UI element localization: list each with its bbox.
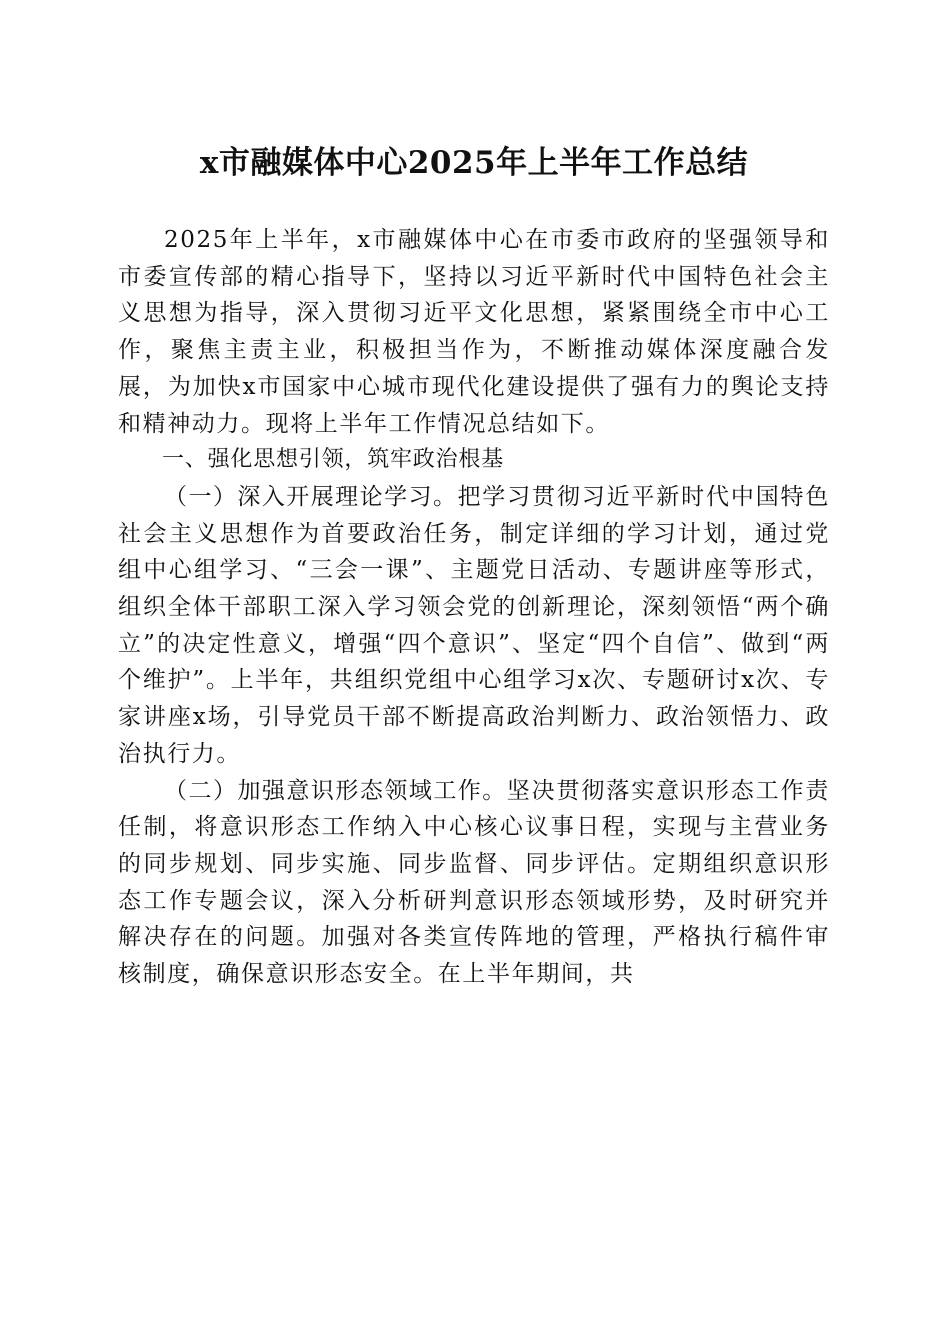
paragraph-ideology-work — [118, 773, 830, 993]
subheading-theory-study: （一）深入开展理论学习。 — [164, 483, 458, 510]
document-title: x市融媒体中心2025年上半年工作总结 — [199, 145, 749, 181]
document-page — [118, 0, 830, 993]
paragraph-ideology-work-text: 坚决贯彻落实意识形态工作责任制，将意识形态工作纳入中心核心议事日程，实现与主营业务的同步规划、同步实施、同步监督、同步评估。定期组织意识形态工作专题会议，深入分析研判意识形态领域形势，及时研究并解决存在的问题。加强对各类宣传阵地的管理，严格执行稿件审核制度，确保意识形态安全。在上半年期间，共 — [118, 777, 830, 988]
paragraph-theory-study — [118, 479, 830, 773]
document-body — [118, 222, 830, 993]
section-heading-1: 一、强化思想引领，筑牢政治根基 — [162, 447, 505, 473]
intro-paragraph: 2025年上半年，x市融媒体中心在市委市政府的坚强领导和市委宣传部的精心指导下，坚持以习近平新时代中国特色社会主义思想为指导，深入贯彻习近平文化思想，紧紧围绕全市中心工作，聚焦主责主业，积极担当作为，不断推动媒体深度融合发展，为加快x市国家中心城市现代化建设提供了强有力的舆论支持和精神动力。现将上半年工作情况总结如下。 — [118, 227, 830, 437]
subheading-ideology-work: （二）加强意识形态领域工作。 — [164, 777, 507, 804]
paragraph-theory-study-text: 把学习贯彻习近平新时代中国特色社会主义思想作为首要政治任务，制定详细的学习计划，通过党组中心组学习、“三会一课”、主题党日活动、专题讲座等形式，组织全体干部职工深入学习领会党的创新理论，深刻领悟“两个确立”的决定性意义，增强“四个意识”、坚定“四个自信”、做到“两个维护”。上半年，共组织党组中心组学习x次、专题研讨x次、专家讲座x场，引导党员干部不断提高政治判断力、政治领悟力、政治执行力。 — [118, 483, 831, 767]
